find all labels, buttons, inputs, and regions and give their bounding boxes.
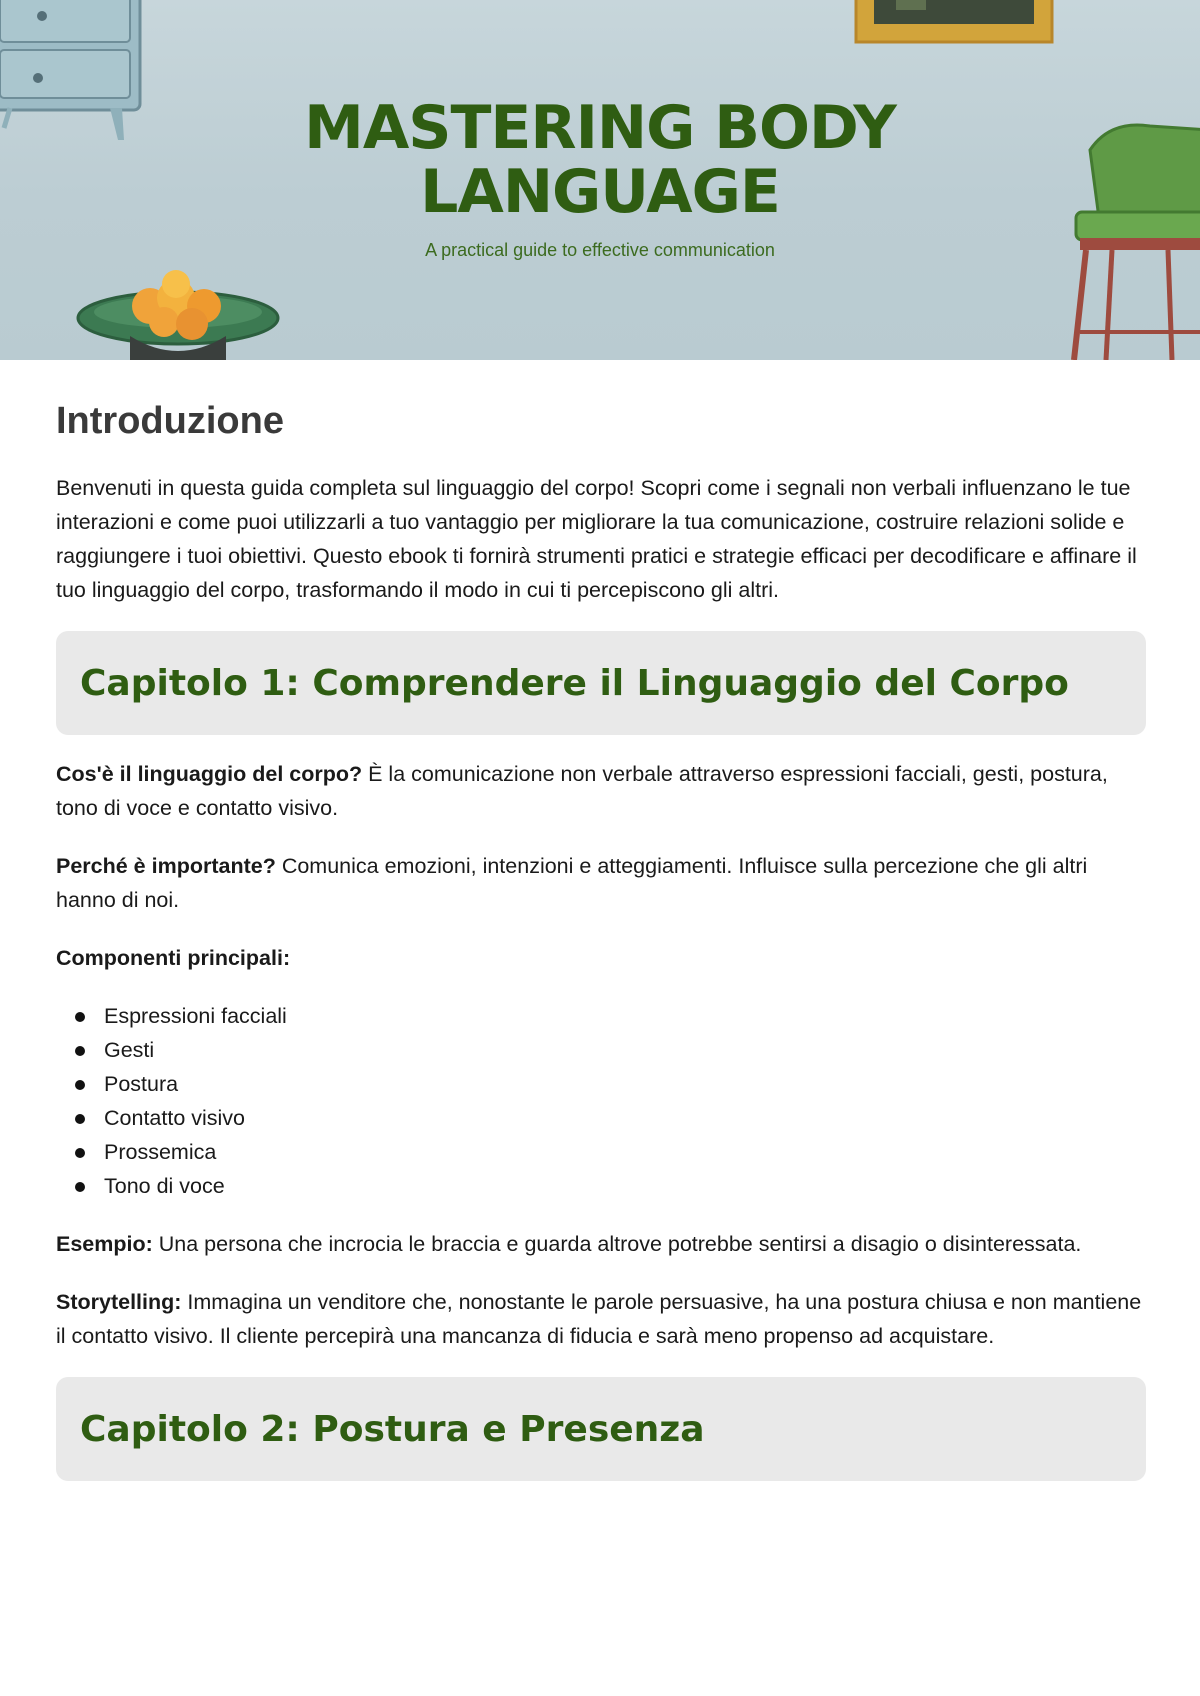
list-item: Tono di voce xyxy=(104,1169,1146,1203)
intro-heading: Introduzione xyxy=(56,400,284,442)
components-label: Componenti principali: xyxy=(56,946,291,970)
bullet-icon xyxy=(75,1114,85,1124)
storytelling-paragraph xyxy=(56,1285,1146,1353)
components-heading xyxy=(56,941,1146,975)
list-item: Prossemica xyxy=(104,1135,1146,1169)
list-item: Contatto visivo xyxy=(104,1101,1146,1135)
document-body xyxy=(56,360,1146,1503)
bullet-icon xyxy=(75,1046,85,1056)
bullet-icon xyxy=(75,1148,85,1158)
chapter-2-header xyxy=(56,1377,1146,1481)
what-is-label: Cos'è il linguaggio del corpo? xyxy=(56,762,363,786)
why-text: Comunica emozioni, intenzioni e atteggiamenti. Influisce sulla percezione che gli altri hanno di noi. xyxy=(56,854,1088,912)
components-list xyxy=(56,999,1146,1203)
example-text: Una persona che incrocia le braccia e guarda altrove potrebbe sentirsi a disagio o disinteressata. xyxy=(152,1232,1082,1256)
picture-frame-illustration xyxy=(856,0,1052,42)
chapter-1-header xyxy=(56,631,1146,735)
why-label: Perché è importante? xyxy=(56,854,276,878)
what-is-paragraph xyxy=(56,757,1146,825)
cover-title-line2: LANGUAGE xyxy=(420,157,780,227)
storytelling-label: Storytelling: xyxy=(56,1290,182,1314)
list-item: Gesti xyxy=(104,1033,1146,1067)
list-item: Postura xyxy=(104,1067,1146,1101)
cover-header xyxy=(0,0,1200,360)
cover-subtitle: A practical guide to effective communication xyxy=(425,240,775,260)
what-is-text: È la comunicazione non verbale attraverso espressioni facciali, gesti, postura, tono di voce e contatto visivo. xyxy=(56,762,1108,820)
list-item: Espressioni facciali xyxy=(104,999,1146,1033)
intro-paragraph: Benvenuti in questa guida completa sul linguaggio del corpo! Scopri come i segnali non verbali influenzano le tue interazioni e come puoi utilizzarli a tuo vantaggio per migliorare la tua comunicazione, costruire relazioni solide e raggiungere i tuoi obiettivi. Questo ebook ti fornirà strumenti pratici e strategie efficaci per decodificare e affinare il tuo linguaggio del corpo, trasformando il modo in cui ti percepiscono gli altri. xyxy=(56,476,1137,602)
bullet-icon xyxy=(75,1080,85,1090)
storytelling-text: Immagina un venditore che, nonostante le parole persuasive, ha una postura chiusa e non mantiene il contatto visivo. Il cliente percepirà una mancanza di fiducia e sarà meno propenso ad acquistare. xyxy=(56,1290,1142,1348)
example-paragraph xyxy=(56,1227,1146,1261)
fruit-bowl-illustration xyxy=(78,270,278,360)
example-label: Esempio: xyxy=(56,1232,153,1256)
bullet-icon xyxy=(75,1182,85,1192)
cover-title-line1: MASTERING BODY xyxy=(304,93,896,163)
why-paragraph xyxy=(56,849,1146,917)
chapter-1-title: Capitolo 1: Comprendere il Linguaggio del Corpo xyxy=(80,662,1069,704)
chapter-2-title: Capitolo 2: Postura e Presenza xyxy=(80,1408,705,1450)
bullet-icon xyxy=(75,1012,85,1022)
cover-title xyxy=(0,93,1200,227)
